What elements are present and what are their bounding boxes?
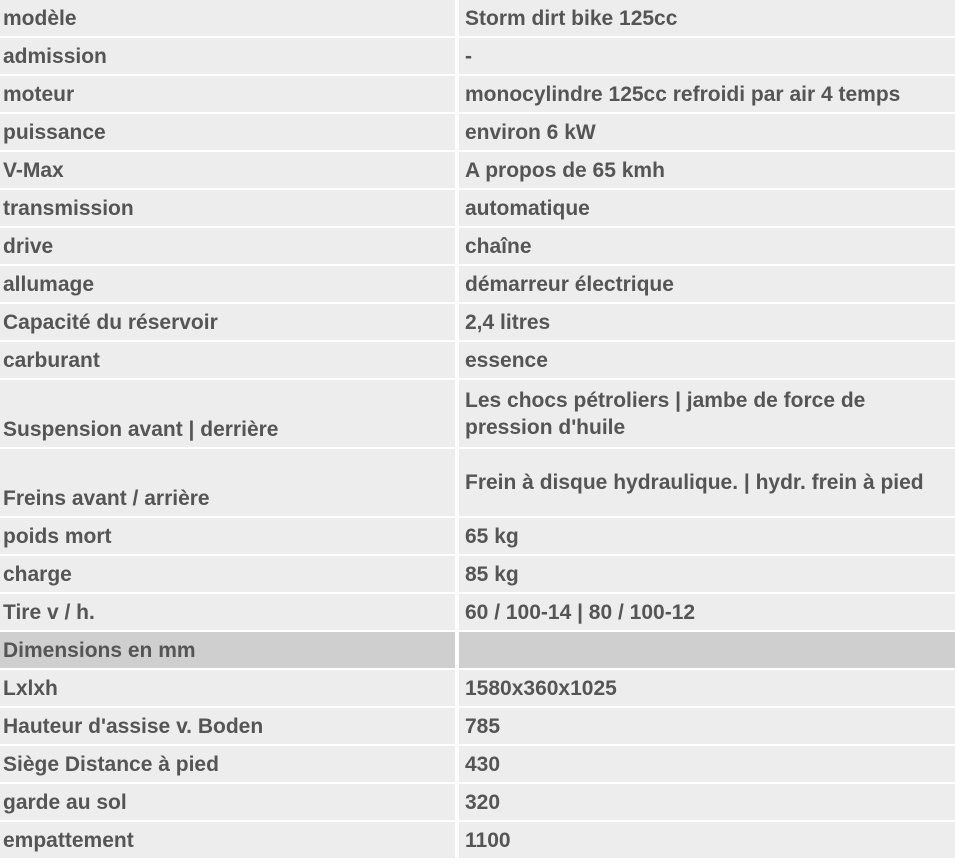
spec-label: garde au sol	[0, 784, 459, 820]
spec-value: monocylindre 125cc refroidi par air 4 temps	[459, 76, 955, 112]
spec-value: Les chocs pétroliers | jambe de force de pression d'huile	[459, 380, 955, 447]
spec-value: 320	[459, 784, 955, 820]
spec-label: carburant	[0, 342, 459, 378]
spec-label: V-Max	[0, 152, 459, 188]
table-row	[0, 190, 955, 226]
table-row	[0, 708, 955, 744]
spec-value: 1580x360x1025	[459, 670, 955, 706]
spec-value: essence	[459, 342, 955, 378]
table-row	[0, 342, 955, 378]
spec-label: Capacité du réservoir	[0, 304, 459, 340]
spec-value: 430	[459, 746, 955, 782]
table-row	[0, 0, 955, 36]
spec-label: modèle	[0, 0, 459, 36]
spec-value: 65 kg	[459, 518, 955, 554]
table-row	[0, 152, 955, 188]
spec-label: allumage	[0, 266, 459, 302]
spec-label: Siège Distance à pied	[0, 746, 459, 782]
spec-label: Hauteur d'assise v. Boden	[0, 708, 459, 744]
spec-label: moteur	[0, 76, 459, 112]
spec-value: environ 6 kW	[459, 114, 955, 150]
spec-label: poids mort	[0, 518, 459, 554]
table-row	[0, 556, 955, 592]
table-row	[0, 746, 955, 782]
table-row	[0, 594, 955, 630]
table-row	[0, 76, 955, 112]
table-row	[0, 670, 955, 706]
spec-value: chaîne	[459, 228, 955, 264]
spec-value: 60 / 100-14 | 80 / 100-12	[459, 594, 955, 630]
spec-label: transmission	[0, 190, 459, 226]
spec-value: 2,4 litres	[459, 304, 955, 340]
spec-value: A propos de 65 kmh	[459, 152, 955, 188]
section-title: Dimensions en mm	[0, 632, 459, 668]
section-empty-cell	[459, 632, 955, 668]
table-row	[0, 304, 955, 340]
spec-value: 785	[459, 708, 955, 744]
spec-label: puissance	[0, 114, 459, 150]
spec-value: démarreur électrique	[459, 266, 955, 302]
table-row	[0, 449, 955, 516]
spec-value: -	[459, 38, 955, 74]
table-row	[0, 380, 955, 447]
table-row	[0, 38, 955, 74]
spec-label: charge	[0, 556, 459, 592]
table-row	[0, 822, 955, 858]
table-row	[0, 266, 955, 302]
table-row	[0, 784, 955, 820]
spec-label: Freins avant / arrière	[0, 449, 459, 516]
spec-value: automatique	[459, 190, 955, 226]
spec-label: Tire v / h.	[0, 594, 459, 630]
spec-value: 85 kg	[459, 556, 955, 592]
table-row	[0, 228, 955, 264]
spec-label: admission	[0, 38, 459, 74]
spec-label: Suspension avant | derrière	[0, 380, 459, 447]
table-row	[0, 518, 955, 554]
spec-value: Storm dirt bike 125cc	[459, 0, 955, 36]
table-row	[0, 114, 955, 150]
spec-label: empattement	[0, 822, 459, 858]
spec-label: drive	[0, 228, 459, 264]
spec-value: 1100	[459, 822, 955, 858]
spec-value: Frein à disque hydraulique. | hydr. frein à pied	[459, 449, 955, 516]
spec-label: Lxlxh	[0, 670, 459, 706]
section-header-row	[0, 632, 955, 668]
